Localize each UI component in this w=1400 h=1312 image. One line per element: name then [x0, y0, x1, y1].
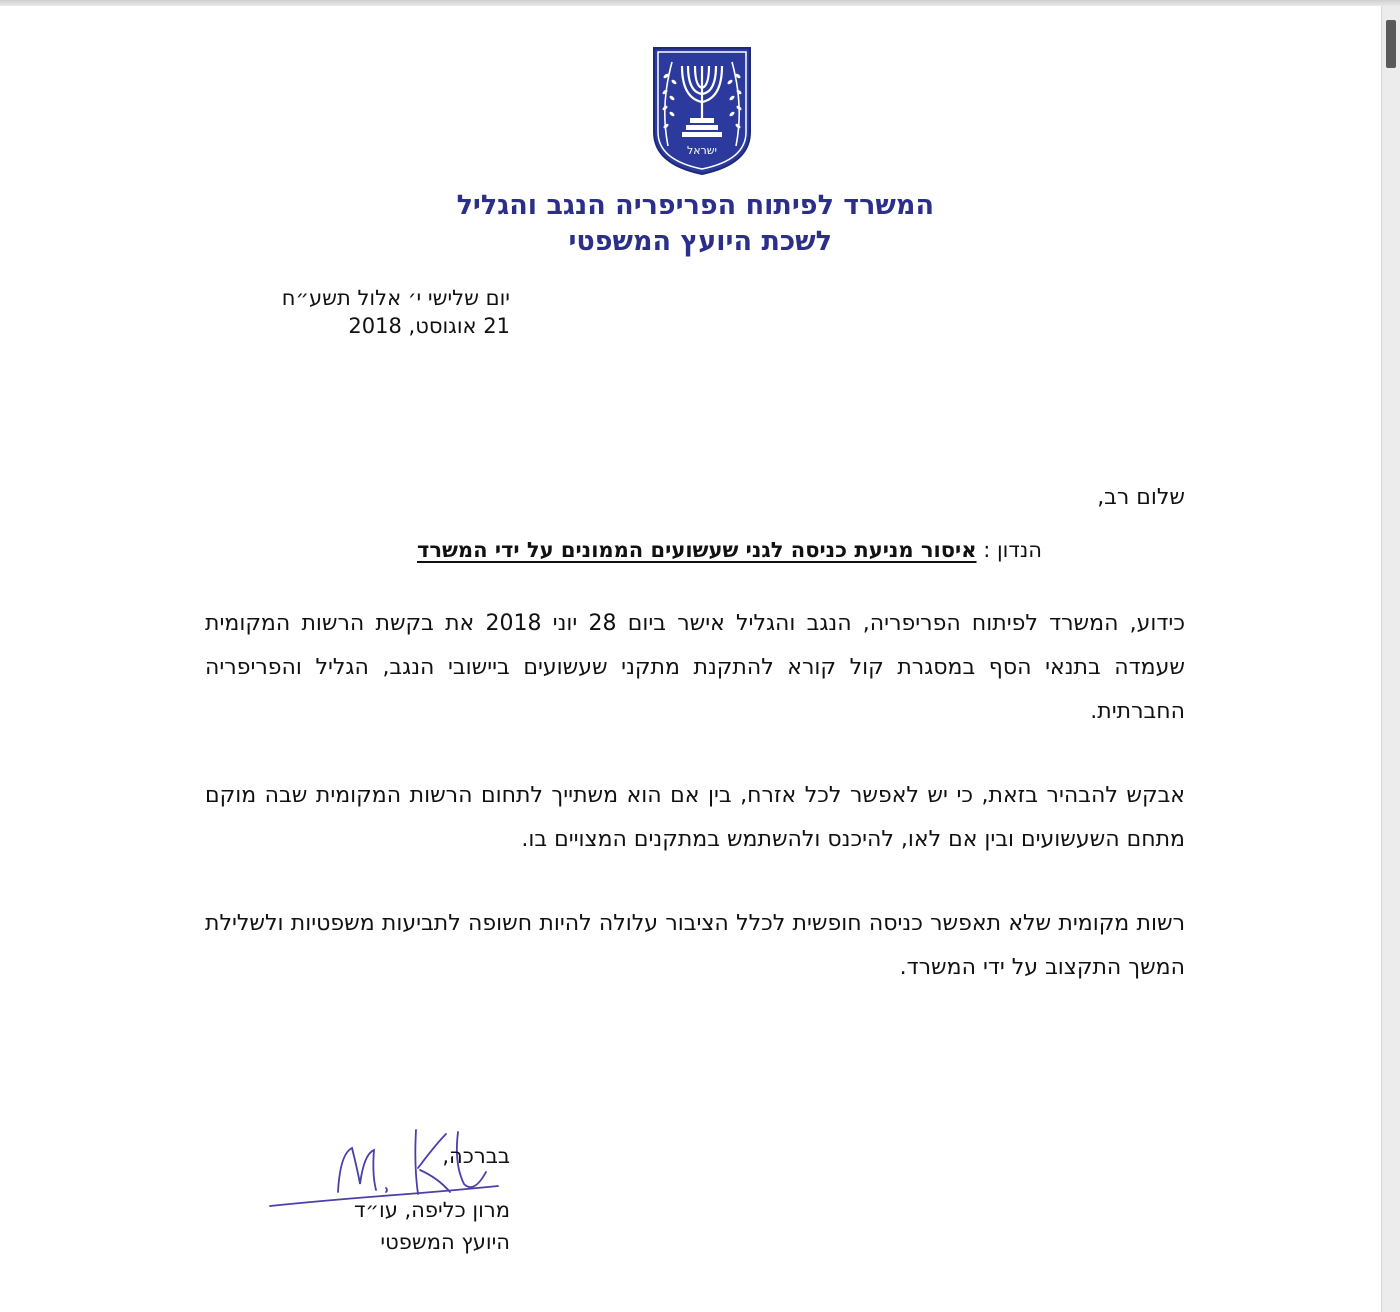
gregorian-date: 21 אוגוסט, 2018 [348, 314, 510, 338]
subject-title: איסור מניעת כניסה לגני שעשועים הממונים על ידי המשרד [417, 538, 977, 562]
hebrew-date: יום שלישי י׳ אלול תשע״ח [281, 286, 510, 310]
signer-title: היועץ המשפטי [380, 1230, 510, 1254]
emblem-caption: ישראל [686, 144, 718, 157]
greeting: שלום רב, [1097, 485, 1185, 510]
body-paragraph-3: רשות מקומית שלא תאפשר כניסה חופשית לכלל הציבור עלולה להיות חשופה לתביעות משפטיות ולשלילת המשך התקצוב על ידי המשרד. [205, 911, 1185, 980]
subject-line [300, 538, 1042, 562]
letter-page [0, 6, 1381, 1312]
signer-name: מרון כליפה, עו״ד [353, 1198, 510, 1222]
state-emblem-icon [650, 46, 754, 176]
subject-prefix: הנדון : [983, 538, 1042, 562]
ministry-name-heading: המשרד לפיתוח הפריפריה הנגב והגליל [456, 190, 934, 221]
bureau-name-heading: לשכת היועץ המשפטי [568, 226, 832, 257]
body-paragraph-2: אבקש להבהיר בזאת, כי יש לאפשר לכל אזרח, בין אם הוא משתייך לתחום הרשות המקומית שבה מוקם מתחם השעשועים ובין אם לאו, להיכנס ולהשתמש במתקנים המצויים בו. [205, 783, 1185, 852]
body-paragraph-1: כידוע, המשרד לפיתוח הפריפריה, הנגב והגליל אישר ביום 28 יוני 2018 את בקשת הרשות המקומית שעמדה בתנאי הסף במסגרת קול קורא להתקנת מתקני שעשועים ביישובי הנגב, הגליל והפריפריה החברתית. [205, 611, 1185, 724]
scrollbar-thumb[interactable] [1386, 20, 1396, 68]
vertical-scrollbar[interactable] [1381, 6, 1400, 1312]
closing-salutation: בברכה, [442, 1144, 510, 1168]
